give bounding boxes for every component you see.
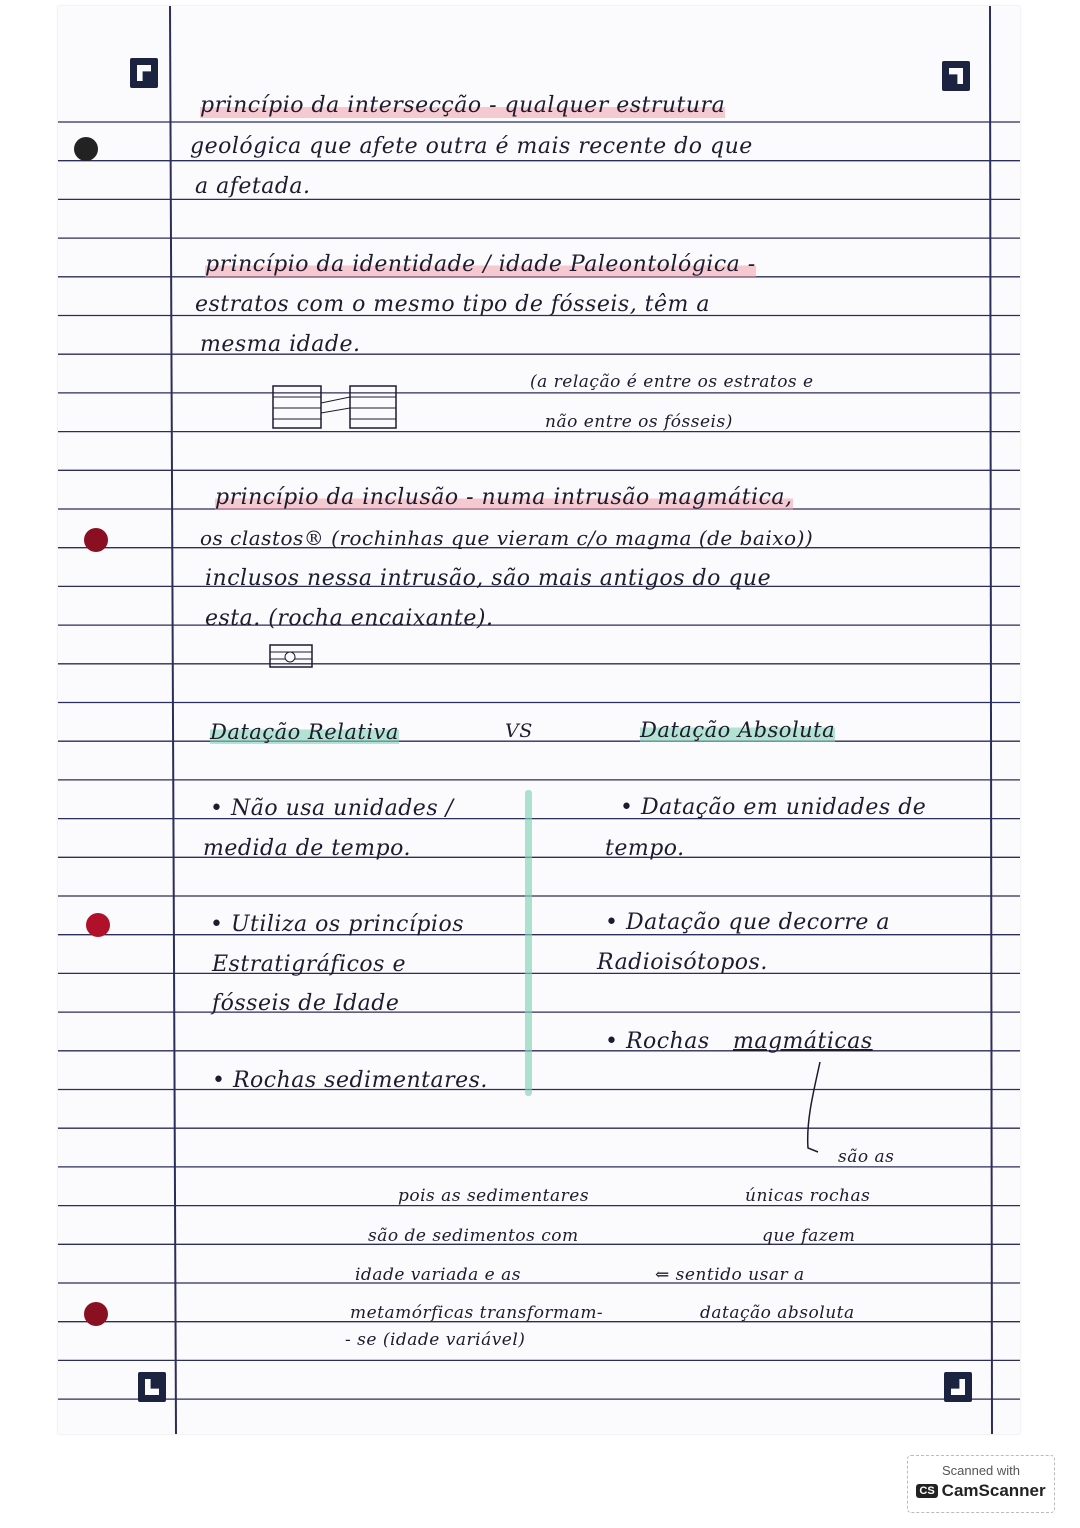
note-line: princípio da identidade / idade Paleontológica - [205, 252, 756, 277]
left-column-line: Estratigráficos e [212, 952, 406, 977]
footnote-line: são de sedimentos com [368, 1226, 579, 1246]
right-column-line: Radioisótopos. [597, 950, 768, 975]
binder-hole-icon [74, 137, 98, 161]
left-column-line: • Rochas sedimentares. [212, 1068, 488, 1093]
right-column-line: • Datação em unidades de [620, 795, 927, 820]
heading-absolute-dating: Datação Absoluta [640, 718, 836, 742]
note-line: mesma idade. [200, 332, 361, 357]
corner-marker-icon [138, 1372, 166, 1402]
corner-marker-icon [942, 61, 970, 91]
footnote-line: idade variada e as [355, 1265, 521, 1285]
note-line: princípio da intersecção - qualquer estrutura [200, 93, 726, 118]
annotation-line: datação absoluta [700, 1303, 855, 1323]
footnote-line: pois as sedimentares [398, 1186, 590, 1206]
note-line: princípio da inclusão - numa intrusão magmática, [215, 485, 793, 510]
right-column-line: • Rochas [605, 1029, 710, 1054]
left-column-line: • Não usa unidades / [210, 796, 454, 821]
watermark-brand-name: CamScanner [941, 1481, 1046, 1500]
right-column-keyword: magmáticas [733, 1029, 873, 1054]
note-line: esta. (rocha encaixante). [205, 606, 494, 631]
ruled-lines [58, 6, 1020, 1434]
binder-hole-icon [84, 1302, 108, 1326]
note-line: geológica que afete outra é mais recente do que [190, 134, 753, 159]
heading-relative-dating: Datação Relativa [210, 720, 399, 744]
note-line: os clastos® (rochinhas que vieram c/o magma (de baixo)) [200, 526, 814, 550]
annotation-line: ⇐ sentido usar a [655, 1265, 805, 1285]
watermark-caption: Scanned with [941, 1463, 1021, 1478]
note-line: estratos com o mesmo tipo de fósseis, têm a [195, 292, 711, 317]
right-column-line: tempo. [605, 836, 685, 861]
annotation-line: são as [838, 1147, 895, 1167]
annotation-line: únicas rochas [745, 1186, 871, 1206]
binder-hole-icon [84, 528, 108, 552]
intrusion-sketch-icon [268, 643, 314, 669]
note-aside: (a relação é entre os estratos e [530, 372, 814, 392]
right-column-line: • Datação que decorre a [605, 910, 890, 935]
column-divider [525, 790, 532, 1096]
camscanner-logo-icon: CS [916, 1484, 937, 1498]
note-line: a afetada. [195, 174, 311, 199]
heading-vs: VS [505, 720, 533, 742]
note-aside: não entre os fósseis) [545, 412, 733, 432]
corner-marker-icon [944, 1372, 972, 1402]
watermark-brand [908, 1481, 1054, 1501]
footnote-line: - se (idade variável) [345, 1330, 526, 1350]
notebook-page [58, 6, 1020, 1434]
corner-marker-icon [130, 58, 158, 88]
left-column-line: fósseis de Idade [212, 991, 400, 1016]
footnote-line: metamórficas transformam- [350, 1303, 604, 1323]
arrow-icon [800, 1060, 840, 1160]
binder-hole-icon [86, 913, 110, 937]
note-line: inclusos nessa intrusão, são mais antigos do que [205, 566, 772, 591]
left-column-line: • Utiliza os princípios [210, 912, 465, 937]
camscanner-watermark [907, 1455, 1055, 1513]
annotation-line: que fazem [762, 1226, 856, 1246]
left-column-line: medida de tempo. [203, 836, 411, 861]
strata-sketch-icon [270, 383, 400, 433]
